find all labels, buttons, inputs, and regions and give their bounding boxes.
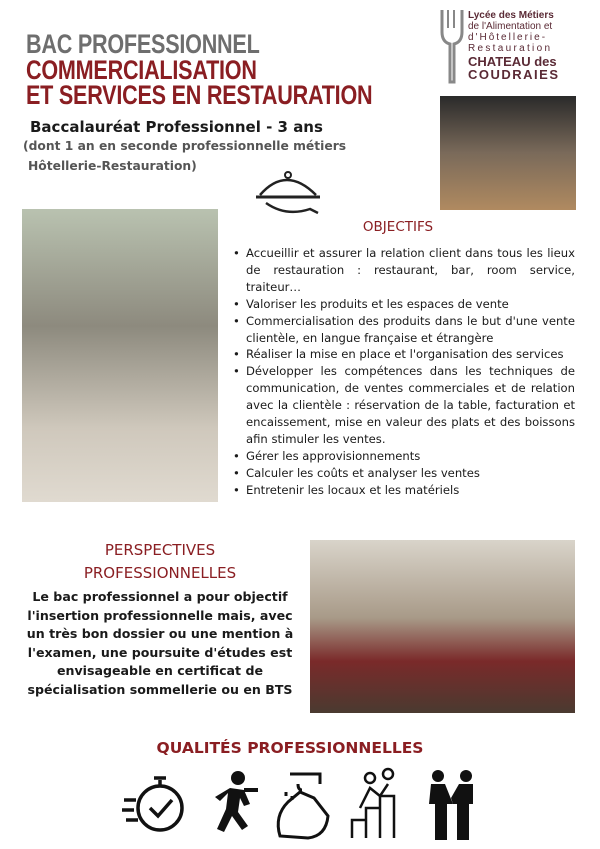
subtitle: Baccalauréat Professionnel - 3 ans <box>30 118 323 136</box>
subnote-line-1: (dont 1 an en seconde professionnelle métiers <box>23 139 347 153</box>
perspectives-heading-2: PROFESSIONNELLES <box>83 564 237 582</box>
title-line-2: COMMERCIALISATION <box>26 55 257 85</box>
waiter-running-icon <box>215 771 258 832</box>
cloche-icon <box>252 165 324 217</box>
logo-line: Lycée des Métiers <box>468 10 554 21</box>
logo-line: CHATEAU des <box>468 54 557 69</box>
perspectives-text: Le bac professionnel a pour objectif l'insertion professionnelle mais, avec un très bon dossier ou une mention à l'examen, une poursuite d'études est envisageable en certificat de spécialisation sommellerie ou en BTS <box>26 589 294 697</box>
list-item: • Développer les compétences dans les techniques de communication, de ventes commerciales et de relation avec la clientèle : réservation de la table, facturation et encaissement, mise en valeur des plats et des boissons afin stimuler les ventes. <box>232 363 575 448</box>
title-line-1: BAC PROFESSIONNEL <box>26 29 260 59</box>
school-logo <box>434 6 599 86</box>
list-item: • Gérer les approvisionnements <box>232 448 575 465</box>
logo-line: COUDRAIES <box>468 67 560 82</box>
title-line-3: ET SERVICES EN RESTAURATION <box>26 80 373 110</box>
list-item: • Calculer les coûts et analyser les ventes <box>232 465 575 482</box>
objectifs-heading: OBJECTIFS <box>362 219 434 235</box>
list-item: • Commercialisation des produits dans le but d'une vente clientèle, en langue française et étrangère <box>232 313 575 347</box>
photo-restaurant-hall <box>440 96 576 210</box>
logo-line: Restauration <box>468 43 553 54</box>
perspectives-heading-1: PERSPECTIVES <box>104 541 216 559</box>
fork-icon <box>436 8 464 84</box>
hand-washing-icon <box>278 774 328 838</box>
teamwork-climb-icon <box>352 769 394 838</box>
qualites-icons <box>120 766 490 842</box>
list-item: • Accueillir et assurer la relation client dans tous les lieux de restauration : restaurant, bar, room service, traiteur… <box>232 245 575 296</box>
logo-line: d'Hôtellerie- <box>468 32 548 43</box>
subnote-line-2: Hôtellerie-Restauration) <box>28 159 197 173</box>
logo-line: de l'Alimentation et <box>468 21 553 32</box>
handshake-icon <box>429 770 473 840</box>
list-item: • Entretenir les locaux et les matériels <box>232 482 575 499</box>
list-item: • Réaliser la mise en place et l'organisation des services <box>232 346 575 363</box>
photo-waitress <box>22 209 218 502</box>
list-item: • Valoriser les produits et les espaces de vente <box>232 296 575 313</box>
qualites-heading: QUALITÉS PROFESSIONNELLES <box>156 739 424 757</box>
stopwatch-icon <box>122 778 182 830</box>
objectifs-list <box>232 245 575 499</box>
photo-dining-room <box>310 540 575 713</box>
